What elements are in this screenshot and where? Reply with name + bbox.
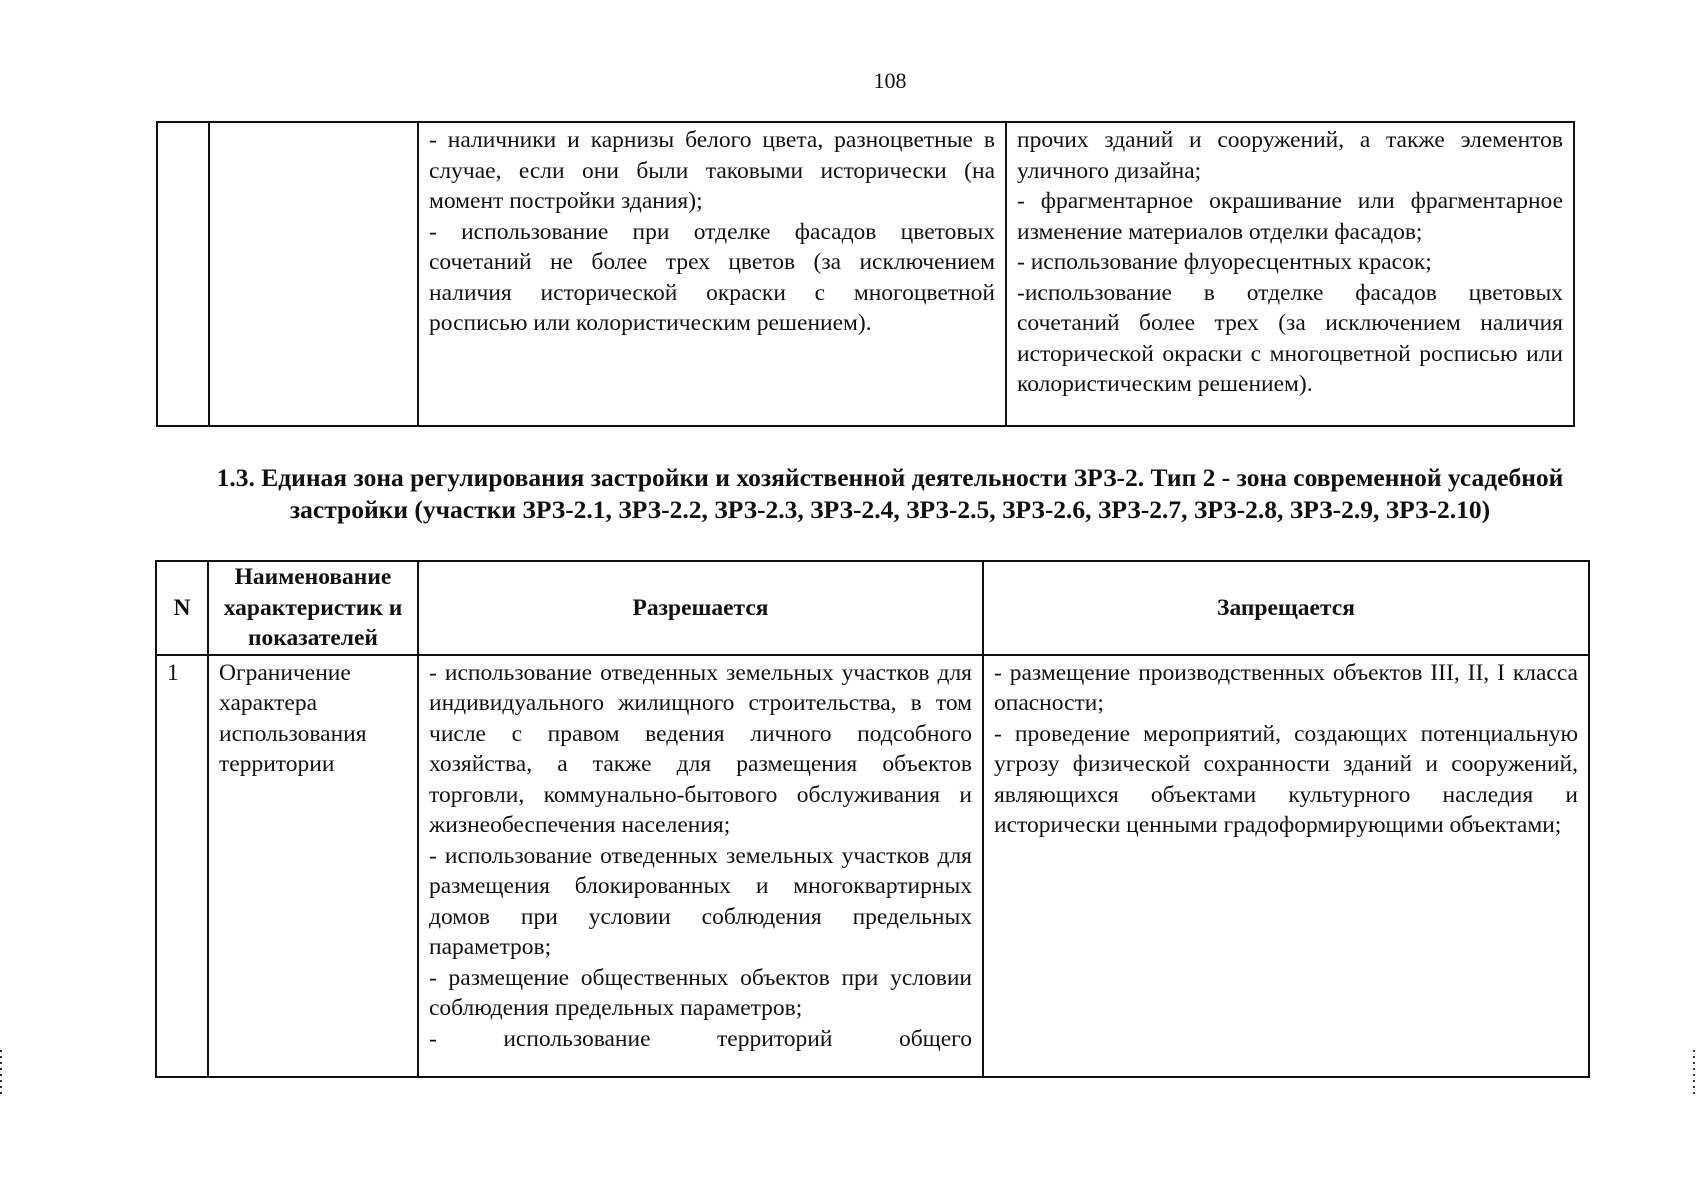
forbidden-item: прочих зданий и сооружений, а также элементов уличного дизайна; [1017, 127, 1563, 184]
allowed-item: - использование отведенных земельных участков для индивидуального жилищного строительства, в том числе с правом ведения личного подсобного хозяйства, а также для размещения объектов торговли, коммунально-бытового обслуживания и жизнеобеспечения населения; [429, 659, 972, 838]
forbidden-cell [1006, 122, 1574, 426]
zone-table [155, 560, 1590, 1078]
allowed-item: - размещение общественных объектов при условии соблюдения предельных параметров; [429, 964, 972, 1021]
table-row [157, 122, 1574, 426]
table-header-row [156, 561, 1589, 655]
header-forbidden: Запрещается [983, 561, 1589, 655]
header-name: Наименование характеристик и показателей [208, 561, 418, 655]
continued-table [156, 121, 1575, 427]
allowed-item: - наличники и карнизы белого цвета, разноцветные в случае, если они были таковыми исторически (на момент постройки здания); [429, 127, 995, 214]
forbidden-item: - фрагментарное окрашивание или фрагментарное изменение материалов отделки фасадов; [1017, 188, 1563, 245]
forbidden-item: - проведение мероприятий, создающих потенциальную угрозу физической сохранности зданий и сооружений, являющихся объектами культурного наследия и исторически ценными градоформирующими объектами; [994, 720, 1578, 838]
header-n: N [156, 561, 208, 655]
header-allowed: Разрешается [418, 561, 983, 655]
allowed-item: - использование отведенных земельных участков для размещения блокированных и многоквартирных домов при условии соблюдения предельных параметров; [429, 842, 972, 960]
scan-margin-mark [1693, 1050, 1695, 1098]
forbidden-item: - использование флуоресцентных красок; [1017, 249, 1432, 275]
allowed-item: - использование при отделке фасадов цветовых сочетаний не более трех цветов (за исключением наличия исторической окраски с многоцветной росписью или колористическим решением). [429, 218, 995, 336]
scan-margin-mark [0, 1050, 2, 1098]
page-number: 108 [873, 68, 907, 93]
allowed-item: - использование территорий общего [429, 1025, 972, 1052]
row-name: Ограничение характера использования территории [208, 655, 418, 1077]
row-number: 1 [156, 655, 208, 1077]
table-row [156, 655, 1589, 1077]
name-cell [209, 122, 418, 426]
allowed-cell [418, 122, 1006, 426]
section-heading: 1.3. Единая зона регулирования застройки и хозяйственной деятельности ЗРЗ-2. Тип 2 - зона современной усадебной застройки (участки ЗРЗ-2.1, ЗРЗ-2.2, ЗРЗ-2.3, ЗРЗ-2.4, ЗРЗ-2.5, ЗРЗ-2.6, ЗРЗ-2.7, ЗРЗ-2.8, ЗРЗ-2.9, ЗРЗ-2.10) [216, 463, 1564, 524]
allowed-cell [418, 655, 983, 1077]
forbidden-item: -использование в отделке фасадов цветовых сочетаний более трех (за исключением наличия исторической окраски с многоцветной росписью или колористическим решением). [1017, 279, 1563, 397]
n-cell [157, 122, 209, 426]
forbidden-item: - размещение производственных объектов III, II, I класса опасности; [994, 659, 1578, 716]
forbidden-cell [983, 655, 1589, 1077]
